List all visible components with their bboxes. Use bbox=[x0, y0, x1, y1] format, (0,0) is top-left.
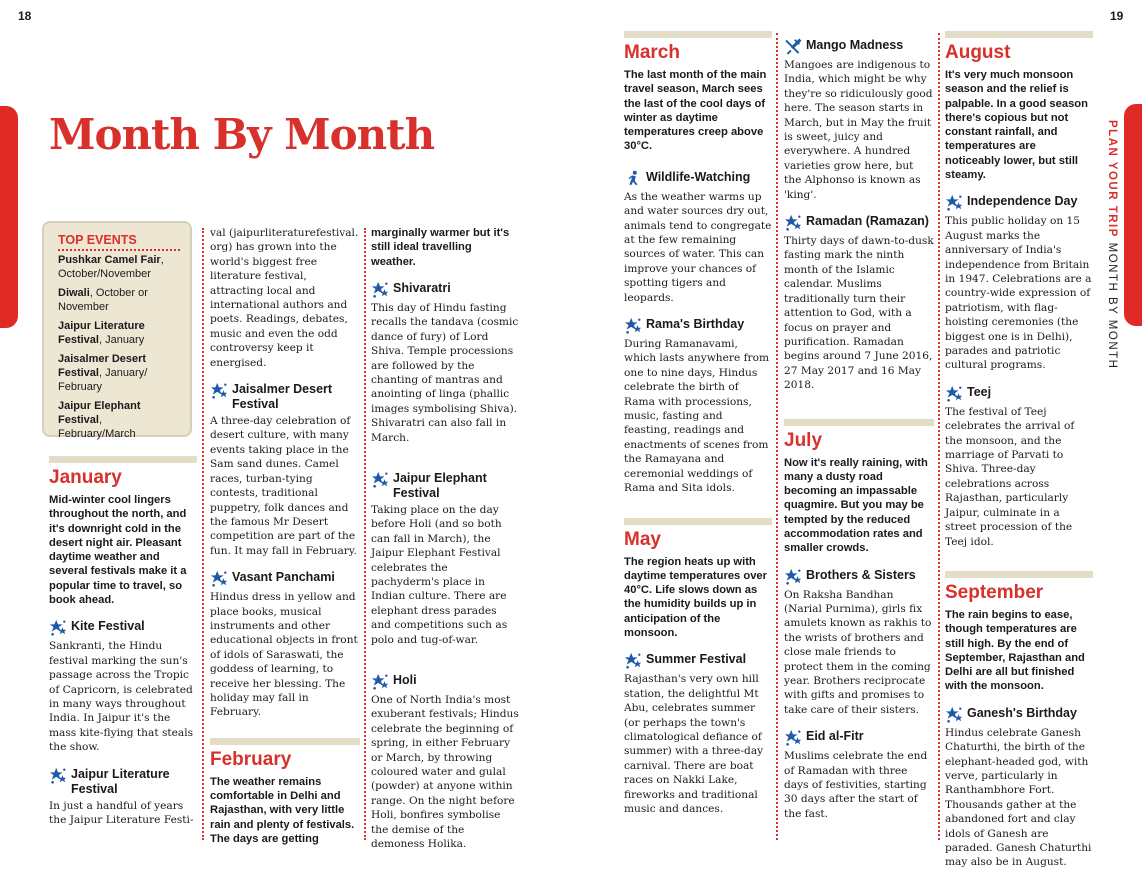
event-text: In just a handful of years the Jaipur Literature Festi- bbox=[49, 799, 194, 827]
column-4 bbox=[624, 31, 772, 816]
festival-icon bbox=[210, 570, 228, 588]
month-intro: Mid-winter cool lingers throughout the north, and it's downright cold in the desert night air. Pleasant daytime weather and several festivals make it a popular time to travel, so book ahead. bbox=[49, 494, 187, 607]
side-label-chapter: MONTH BY MONTH bbox=[1106, 242, 1118, 370]
festival-icon bbox=[371, 281, 389, 299]
month-heading-march: March bbox=[624, 42, 680, 63]
wildlife-icon bbox=[624, 170, 642, 188]
column-5 bbox=[784, 38, 934, 821]
event-text: Mangoes are indigenous to India, which might be why they're so ridiculously good here. The season starts in March, but in May the fruit is sweet, juicy and everywhere. A hundred varieties grow here, but the Alphonso is known as 'king'. bbox=[784, 59, 933, 201]
event-text: The festival of Teej celebrates the arrival of the monsoon, and the marriage of Parvati to Shiva. Three-day celebrations across Rajasthan, particularly Jaipur, culminate in a street procession of the Teej idol. bbox=[945, 405, 1075, 548]
column-6 bbox=[945, 31, 1093, 870]
event-heading: Jaisalmer Desert Festival bbox=[210, 382, 360, 412]
food-icon bbox=[784, 38, 802, 56]
festival-icon bbox=[49, 767, 67, 785]
page-number-left: 18 bbox=[18, 9, 32, 23]
column-3 bbox=[371, 226, 519, 851]
section-bar bbox=[624, 31, 772, 38]
event-text: This public holiday on 15 August marks the anniversary of India's independence from Britain in 1947. Celebrations are a country-wide expression of patriotism, with flag-hoisting ceremonies (the biggest one is in Delhi), parades and patriotic cultural programs. bbox=[945, 215, 1092, 372]
month-intro: The last month of the main travel season, March sees the last of the cool days of winter as daytime temperatures creep above 30°C. bbox=[624, 69, 767, 153]
column-divider bbox=[364, 228, 366, 840]
top-event-item: Pushkar Camel Fair, October/November bbox=[58, 254, 164, 280]
chapter-tab-left bbox=[0, 106, 18, 328]
column-2 bbox=[210, 226, 360, 846]
festival-icon bbox=[210, 382, 228, 400]
page-title: Month By Month bbox=[49, 110, 435, 159]
event-heading: Teej bbox=[945, 385, 1093, 403]
month-intro: The region heats up with daytime temperatures over 40°C. Life slows down as the humidity builds up in anticipation of the monsoon. bbox=[624, 555, 768, 639]
section-bar bbox=[49, 456, 197, 463]
chapter-tab-right bbox=[1124, 104, 1142, 326]
top-events-box bbox=[42, 221, 192, 440]
festival-icon bbox=[784, 214, 802, 232]
column-divider bbox=[938, 33, 940, 840]
month-heading-september: September bbox=[945, 581, 1044, 603]
event-text: A three-day celebration of desert culture, with many events taking place in the Sam sand dunes. Camel races, turban-tying contests, traditional puppetry, folk dances and the famous Mr Desert competition are part of the fun. It may fall in February. bbox=[210, 415, 357, 557]
festival-icon bbox=[371, 673, 389, 691]
column-divider bbox=[202, 228, 204, 840]
festival-icon bbox=[49, 619, 67, 637]
event-text: One of North India's most exuberant festivals; Hindus celebrate the beginning of spring, in either February or March, by throwing coloured water and gulal (powder) at anyone within range. On the night before Holi, bonfires symbolise the demise of the demoness Holika. bbox=[371, 694, 519, 851]
festival-icon bbox=[784, 729, 802, 747]
event-text: Taking place on the day before Holi (and so both can fall in March), the Jaipur Elephant Festival celebrates the pachyderm's place in Indian culture. There are elephant dress parades and competitions such as polo and tug-of-war. bbox=[371, 503, 508, 646]
month-heading-february: February bbox=[210, 748, 292, 770]
month-heading-may: May bbox=[624, 528, 661, 550]
event-heading: Ramadan (Ramazan) bbox=[784, 214, 934, 232]
top-event-item: Jaipur Elephant Festival, February/March bbox=[58, 400, 141, 440]
event-heading: Wildlife-Watching bbox=[624, 170, 772, 188]
event-heading: Kite Festival bbox=[49, 619, 197, 637]
month-intro: The weather remains comfortable in Delhi and Rajasthan, with very little rain and plenty of festivals. The days are getting bbox=[210, 775, 355, 845]
section-bar bbox=[624, 518, 772, 525]
top-events-heading: TOP EVENTS bbox=[58, 233, 180, 251]
event-text: This day of Hindu fasting recalls the tandava (cosmic dance of fury) of Lord Shiva. Temple processions are followed by the chanting of mantras and anointing of linga (phallic images symbolising Shiva). Shivaratri can also fall in March. bbox=[371, 301, 519, 444]
month-heading-january: January bbox=[49, 467, 122, 488]
top-event-item: Jaipur Literature Festival, January bbox=[58, 320, 145, 346]
event-text: On Raksha Bandhan (Narial Purnima), girls fix amulets known as rakhis to the wrists of brothers and close male friends to protect them in the coming year. Brothers reciprocate with gifts and promises to take care of their sisters. bbox=[784, 588, 932, 716]
event-heading: Summer Festival bbox=[624, 652, 772, 670]
event-heading: Ganesh's Birthday bbox=[945, 706, 1093, 724]
month-intro: Now it's really raining, with many a dusty road becoming an impassable quagmire. But you may be tempted by the reduced accommodation rates and smaller crowds. bbox=[784, 456, 928, 555]
event-text: Sankranti, the Hindu festival marking the sun's passage across the Tropic of Capricorn, is celebrated in many ways throughout India. In Jaipur it's the mass kite-flying that steals the show. bbox=[49, 640, 194, 754]
month-intro: It's very much monsoon season and the relief is palpable. In a good season there's copious but not constant rainfall, and temperatures are noticeably lower, but still steamy. bbox=[945, 69, 1088, 182]
side-label-section: PLAN YOUR TRIP bbox=[1106, 120, 1118, 238]
top-event-item: Jaisalmer Desert Festival, January/ February bbox=[58, 353, 148, 393]
event-heading: Independence Day bbox=[945, 194, 1093, 212]
event-text: As the weather warms up and water sources dry out, animals tend to congregate at the few remaining sources of water. This can improve your chances of spotting tigers and leopards. bbox=[624, 190, 772, 304]
event-text: Rajasthan's very own hill station, the delightful Mt Abu, celebrates summer (or perhaps the town's climatological defiance of summer) with a three-day carnival. There are boat races on Nakki Lake, fireworks and traditional music and dances. bbox=[624, 673, 764, 815]
month-heading-august: August bbox=[945, 42, 1011, 63]
section-bar bbox=[210, 738, 360, 745]
event-heading: Vasant Panchami bbox=[210, 570, 360, 588]
month-heading-july: July bbox=[784, 429, 823, 451]
event-heading: Holi bbox=[371, 673, 519, 691]
festival-icon bbox=[945, 385, 963, 403]
column-1 bbox=[49, 456, 197, 827]
event-heading: Jaipur Elephant Festival bbox=[371, 471, 519, 501]
section-bar bbox=[945, 571, 1093, 578]
page-number-right: 19 bbox=[1110, 9, 1124, 23]
event-heading: Rama's Birthday bbox=[624, 317, 772, 335]
side-chapter-label bbox=[1102, 120, 1118, 370]
festival-icon bbox=[784, 568, 802, 586]
event-text: Thirty days of dawn-to-dusk fasting mark the ninth month of the Islamic calendar. Muslims traditionally turn their attention to God, with a focus on prayer and purification. Ramadan begins around 7 June 2016, 27 May 2017 and 16 May 2018. bbox=[784, 235, 934, 392]
top-event-item: Diwali, October or November bbox=[58, 287, 148, 313]
section-bar bbox=[784, 419, 934, 426]
column-divider bbox=[776, 33, 778, 840]
event-text: Muslims celebrate the end of Ramadan with three days of festivities, starting 30 days after the start of the fast. bbox=[784, 750, 928, 820]
month-intro-continued: marginally warmer but it's still ideal travelling weather. bbox=[371, 227, 510, 268]
event-heading: Brothers & Sisters bbox=[784, 568, 934, 586]
event-text: Hindus celebrate Ganesh Chaturthi, the birth of the elephant-headed god, with verve, particularly in Ranthambhore Fort. Thousands gather at the abandoned fort and clay idols of Ganesh are paraded. Ganesh Chaturthi may also be in August. bbox=[945, 726, 1092, 869]
event-heading: Jaipur Literature Festival bbox=[49, 767, 197, 797]
festival-icon bbox=[371, 471, 389, 489]
event-heading: Shivaratri bbox=[371, 281, 519, 299]
event-text-continued: val (jaipurliteraturefestival. org) has grown into the world's biggest free literature festival, attracting local and international authors and poets. Readings, debates, music and even the odd controversy keep it energised. bbox=[210, 227, 359, 369]
section-bar bbox=[945, 31, 1093, 38]
event-heading: Eid al-Fitr bbox=[784, 729, 934, 747]
festival-icon bbox=[624, 317, 642, 335]
event-heading: Mango Madness bbox=[784, 38, 934, 56]
festival-icon bbox=[945, 194, 963, 212]
festival-icon bbox=[624, 652, 642, 670]
event-text: Hindus dress in yellow and place books, musical instruments and other educational objects in front of idols of Saraswati, the goddess of learning, to receive her blessing. The holiday may fall in February. bbox=[210, 591, 358, 719]
month-intro: The rain begins to ease, though temperatures are still high. By the end of September, Rajasthan and Delhi are all but finished with the monsoon. bbox=[945, 608, 1085, 693]
event-text: During Ramanavami, which lasts anywhere from one to nine days, Hindus celebrate the birth of Rama with processions, music, fasting and feasting, readings and enactments of scenes from the Ramayana and ceremonial weddings of Rama and Sita idols. bbox=[624, 338, 769, 495]
festival-icon bbox=[945, 706, 963, 724]
